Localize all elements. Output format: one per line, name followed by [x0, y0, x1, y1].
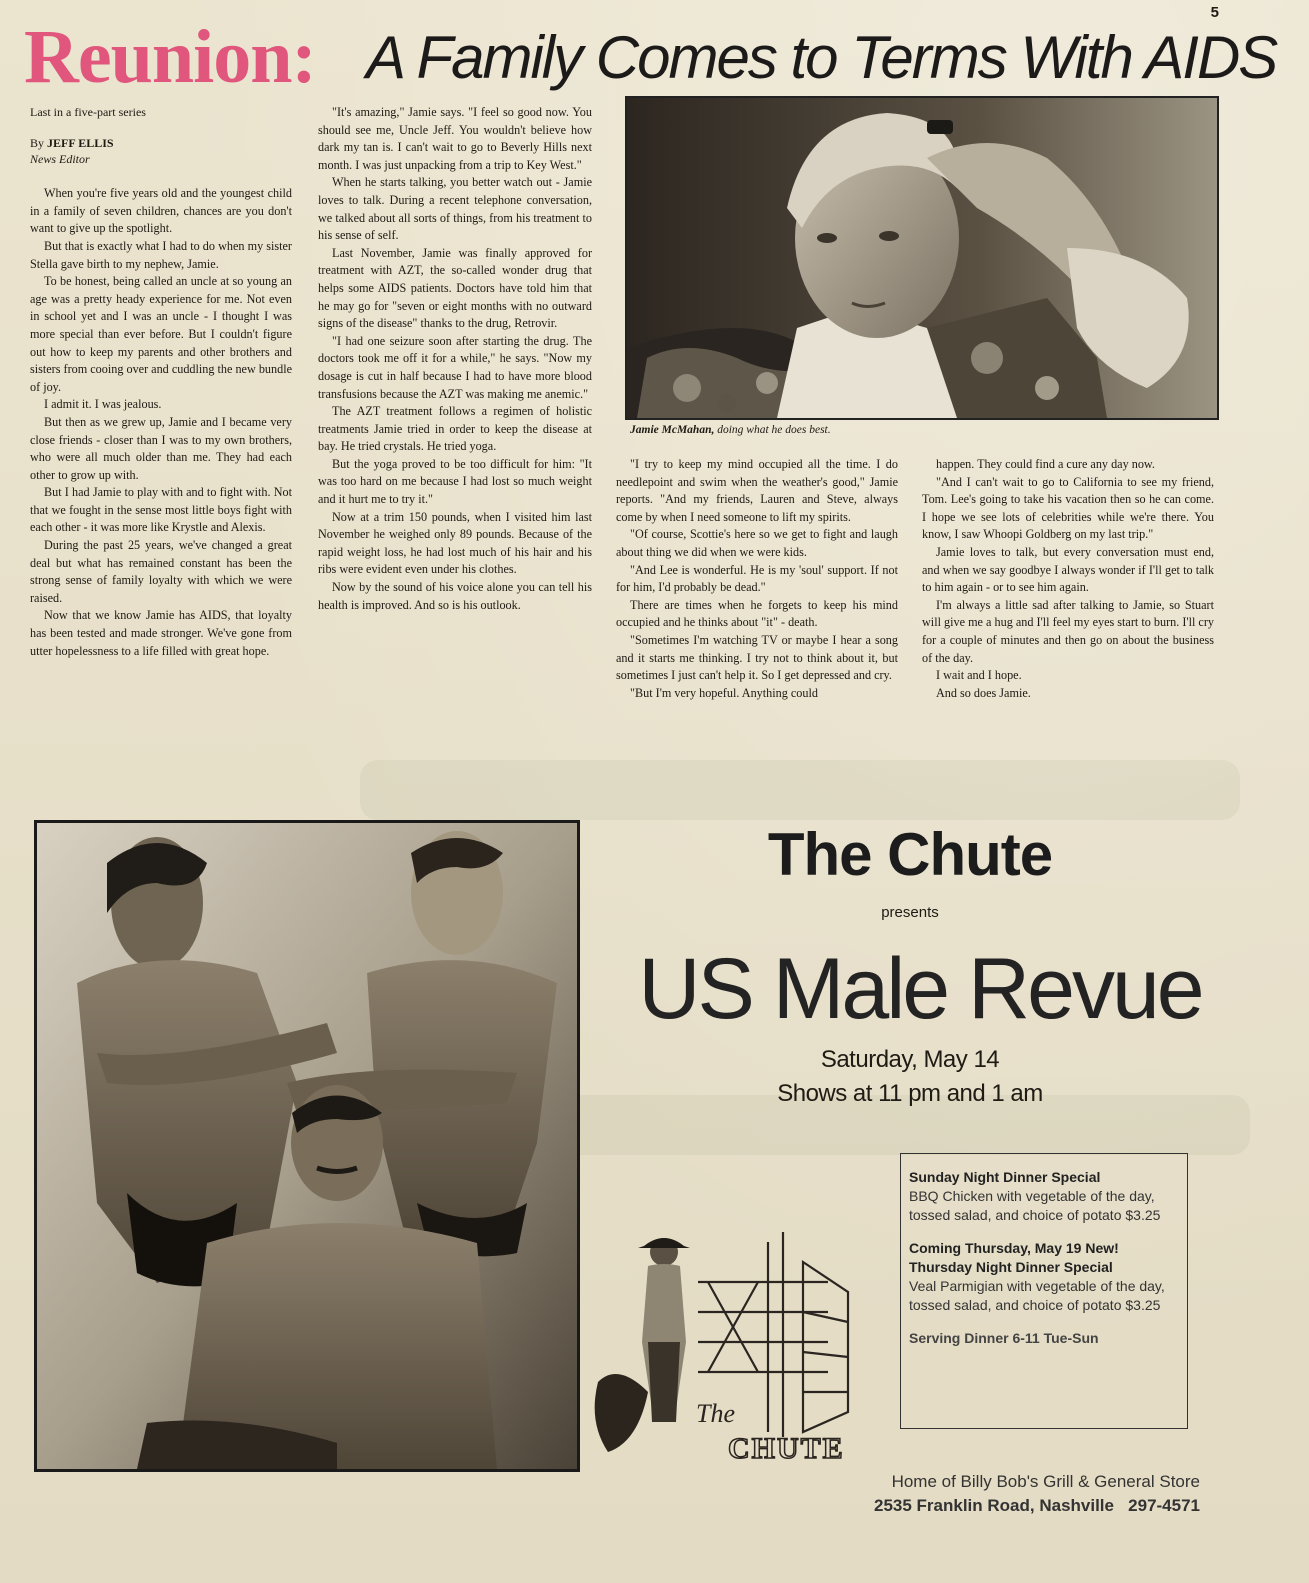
caption-name: Jamie McMahan,: [630, 424, 715, 436]
logo-name-text: CHUTE: [728, 1432, 845, 1465]
article-paragraph: "But I'm very hopeful. Anything could: [630, 685, 818, 700]
article-paragraph: During the past 25 years, we've changed a great deal but what has remained constant has been the strong sense of family loyalty with which we were raised.: [30, 538, 292, 605]
article-paragraph: To be honest, being called an uncle at so young an age was a pretty heady experience for me. Not even in school yet and I was an uncle - I thought I was more special than ever before. But I couldn't figure out how to keep my parents and other brothers and sisters from cooing over and cuddling the new bundle of joy.: [30, 274, 292, 394]
article-paragraph: I'm always a little sad after talking to Jamie, so Stuart will give me a hug and I'll feel my eyes start to burn. I'll cry for a couple of minutes and then go on about the business of the day.: [922, 597, 1214, 665]
article-paragraph: "Sometimes I'm watching TV or maybe I hear a song and it starts me thinking. I try not to think about it, but sometimes I just can't help it. So I get depressed and cry.: [616, 632, 898, 683]
byline-prefix: By: [30, 135, 45, 150]
article-paragraph: When you're five years old and the youngest child in a family of seven children, chances are you don't want to give up the spotlight.: [30, 186, 292, 236]
special-heading: Coming Thursday, May 19 New! Thursday Night Dinner Special: [909, 1240, 1119, 1275]
show-date: Saturday, May 14: [820, 1046, 1000, 1073]
article-paragraph: Jamie loves to talk, but every conversation must end, and when we say goodbye I always wonder if I'll get to talk to him again - or to see him again.: [922, 544, 1214, 595]
special-body: Veal Parmigian with vegetable of the day, tossed salad, and choice of potato $3.25: [909, 1278, 1165, 1313]
special-item: [909, 1239, 1179, 1315]
performers-illustration: [37, 823, 577, 1469]
portrait-illustration: [627, 98, 1217, 418]
show-title: US Male Revue: [638, 941, 1202, 1037]
chute-logo: [578, 1222, 898, 1484]
column-body: [922, 456, 1214, 702]
serving-hours: Serving Dinner 6-11 Tue-Sun: [909, 1330, 1099, 1346]
headline-kicker: Reunion:: [24, 15, 316, 99]
article-paragraph: But then as we grew up, Jamie and I became very close friends - closer than I was to my own brothers, who were all much older than me. They had each other to grow up with.: [30, 414, 292, 482]
article-paragraph: I wait and I hope.: [936, 668, 1022, 683]
venue-address-block: [820, 1470, 1200, 1518]
article-paragraph: "It's amazing," Jamie says. "I feel so good now. You should see me, Uncle Jeff. You wouldn't believe how dark my tan is. I can't wait to go to Beverly Hills next month. I was just unpacking from a trip to Key West.": [318, 105, 592, 172]
logo-the-text: The: [696, 1399, 735, 1428]
article-paragraph: But the yoga proved to be too difficult for him: "It was too hard on me because I had lost so much weight and it hurt me to try it.": [318, 456, 592, 507]
headline-title: A Family Comes to Terms With AIDS: [366, 24, 1277, 91]
special-item: [909, 1168, 1179, 1225]
cowboy-fence-icon: [578, 1222, 898, 1484]
article-column-3: [616, 456, 898, 702]
article-paragraph: But I had Jamie to play with and to fight with. Not that we fought in the sense most little boys fight with each other - it was more like Krystle and Alexis.: [30, 485, 292, 535]
street-address: 2535 Franklin Road, Nashville: [874, 1496, 1114, 1515]
article-paragraph: The AZT treatment follows a regimen of holistic treatments Jamie tried in order to keep the disease at bay. He tried crystals. He tried yoga.: [318, 404, 592, 454]
article-paragraph: "I try to keep my mind occupied all the time. I do needlepoint and swim when the weather's good," Jamie reports. "And my friends, Lauren and Steve, always come by when I need someone to lift my spirits.: [616, 457, 898, 524]
phone-number: 297-4571: [1128, 1496, 1200, 1515]
article-paragraph: "And I can't wait to go to California to see my friend, Tom. Lee's going to take his vacation then so he can come. I hope we see lots of celebrities while we're there. You know, I saw Whoopi Goldberg on my last trip.": [922, 474, 1214, 542]
article-paragraph: There are times when he forgets to keep his mind occupied and he thinks about "it" - death.: [616, 597, 898, 630]
revue-performers-photo: [34, 820, 580, 1472]
special-body: BBQ Chicken with vegetable of the day, tossed salad, and choice of potato $3.25: [909, 1188, 1161, 1223]
page-number: 5: [1210, 4, 1219, 21]
article-paragraph: But that is exactly what I had to do when my sister Stella gave birth to my nephew, Jamie.: [30, 238, 292, 271]
article-paragraph: Last November, Jamie was finally approved for treatment with AZT, the so-called wonder drug that helps some AIDS patients. Doctors have told him that he may go for "seven or eight months with no outward signs of the disease" thanks to the drug, Retrovir.: [318, 245, 592, 331]
venue-tagline: Home of Billy Bob's Grill & General Store: [891, 1472, 1200, 1491]
article-paragraph: "Of course, Scottie's here so we get to fight and laugh about thing we did when we were kids.: [616, 527, 898, 559]
author-title: News Editor: [30, 151, 90, 166]
author-name: JEFF ELLIS: [47, 135, 114, 150]
article-paragraph: I admit it. I was jealous.: [44, 397, 162, 412]
article-column-2: [318, 104, 592, 614]
article-paragraph: "I had one seizure soon after starting the drug. The doctors took me off it for a while," he says. "Now my dosage is cut in half because I had to have more blood transfusions because the AZT was making me anemic.": [318, 333, 592, 401]
article-paragraph: Now that we know Jamie has AIDS, that loyalty has been tested and made stronger. We've gone from utter hopelessness to a life filled with great hope.: [30, 608, 292, 658]
article-paragraph: And so does Jamie.: [936, 685, 1031, 700]
column-body: [616, 456, 898, 702]
article-column-1: [30, 104, 292, 660]
jamie-photo: [625, 96, 1219, 420]
bleed-through-shape: [360, 760, 1240, 820]
dinner-specials-box: [900, 1153, 1188, 1429]
column-body: [318, 104, 592, 614]
column-body: [30, 185, 292, 660]
special-heading: Sunday Night Dinner Special: [909, 1169, 1101, 1185]
venue-name: The Chute: [767, 821, 1053, 888]
byline: [30, 136, 292, 151]
photo-caption: [630, 424, 831, 436]
article-paragraph: Now by the sound of his voice alone you can tell his health is improved. And so is his outlook.: [318, 580, 592, 612]
article-column-4: [922, 456, 1214, 702]
series-note: Last in a five-part series: [30, 105, 146, 119]
show-times: Shows at 11 pm and 1 am: [777, 1080, 1043, 1107]
caption-text: doing what he does best.: [717, 424, 831, 436]
venue-address: [820, 1494, 1200, 1518]
article-paragraph: "And Lee is wonderful. He is my 'soul' support. If not for him, I'd probably be dead.": [616, 562, 898, 595]
presents-label: presents: [881, 904, 939, 921]
article-paragraph: happen. They could find a cure any day now.: [936, 457, 1155, 471]
article-paragraph: Now at a trim 150 pounds, when I visited him last November he weighed only 89 pounds. Because of the rapid weight loss, he had lost much of his hair and his ribs were evident even under his clothes.: [318, 509, 592, 577]
article-paragraph: When he starts talking, you better watch out - Jamie loves to talk. During a recent telephone conversation, we talked about all sorts of things, from his treatment to his sense of self.: [318, 175, 592, 243]
headline: [24, 14, 1277, 100]
